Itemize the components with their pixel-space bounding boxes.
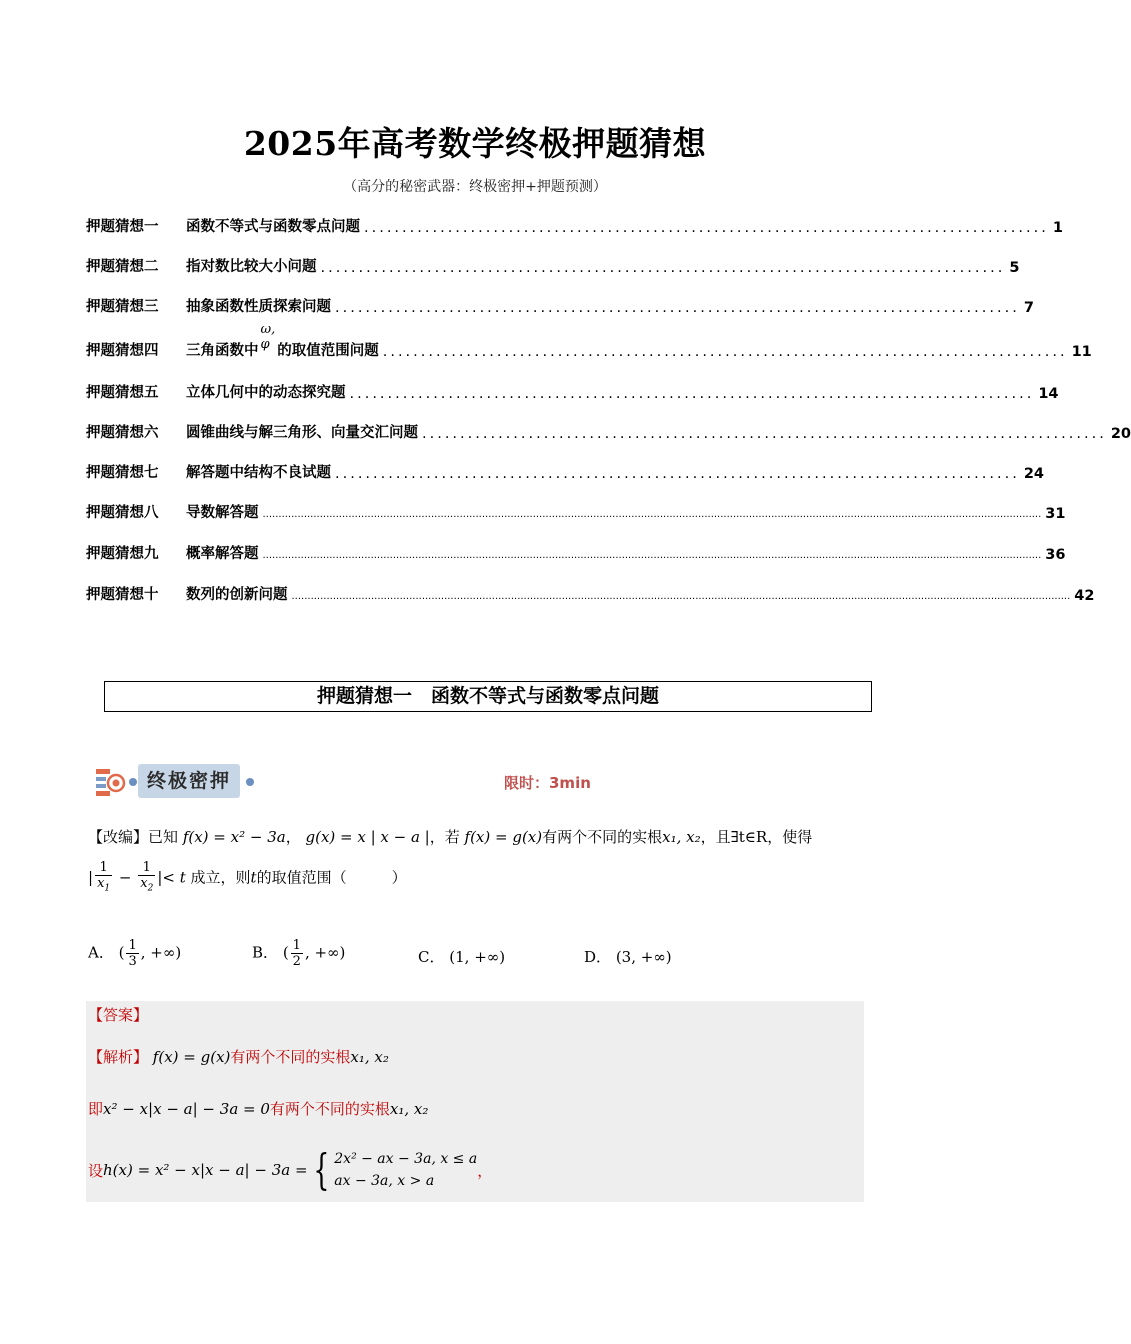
option-text: (3, +∞) — [615, 948, 672, 966]
toc-title: 导数解答题 — [186, 505, 259, 521]
toc-title: 圆锥曲线与解三角形、向量交汇问题 — [186, 425, 418, 441]
document-subtitle: （高分的秘密武器：终极密押+押题预测） — [343, 179, 607, 195]
toc-title: 指对数比较大小问题 — [186, 259, 317, 275]
question-line-2: | $\frac{1}{x_1}$ − $\frac{1}{x_2}$ |< t 成立，则t的取值范围（ ） — [88, 860, 407, 897]
toc-label: 押题猜想三 — [86, 299, 159, 315]
roots: x₁, x₂ — [350, 1048, 389, 1066]
toc-title: 立体几何中的动态探究题 — [186, 385, 346, 401]
question-text: 已知 — [148, 828, 179, 846]
banner-label: 终极密押 — [138, 764, 240, 798]
toc-entry[interactable] — [86, 294, 1034, 316]
analysis-line-3 — [88, 1145, 493, 1194]
toc-page: 36 — [1045, 547, 1066, 563]
option-text: , +∞) — [140, 943, 182, 962]
brace-symbol: { — [312, 1145, 329, 1194]
case-2: ax − 3a, x > a — [334, 1173, 435, 1189]
toc-title: 概率解答题 — [186, 546, 259, 562]
toc-entry[interactable] — [86, 582, 1095, 604]
document-title: 2025年高考数学终极押题猜想 — [243, 124, 707, 163]
equation: x² − x|x − a| − 3a = 0 — [103, 1100, 270, 1118]
toc-leader: .......................................................................................... — [335, 466, 1020, 482]
toc-title-suffix: 的取值范围问题 — [277, 343, 379, 359]
analysis-text: 有两个不同的实根 — [269, 1100, 390, 1118]
question-text: 的取值范围（ ） — [256, 868, 407, 887]
toc-leader: ..................................................................................................................................................................................................................................................... — [262, 509, 1042, 520]
toc-entry[interactable] — [86, 322, 1092, 360]
toc-label: 押题猜想六 — [86, 425, 159, 441]
toc-leader: .......................................................................................... — [382, 344, 1068, 360]
toc-label: 押题猜想十 — [86, 587, 159, 603]
case-1: 2x² − ax − 3a, x ≤ a — [334, 1151, 478, 1167]
toc-page: 5 — [1009, 260, 1020, 276]
toc-label: 押题猜想四 — [86, 343, 159, 359]
variable-t: t — [250, 868, 257, 887]
roots: x₁, x₂ — [389, 1100, 429, 1118]
option-key: B． — [252, 943, 279, 962]
toc-entry[interactable] — [86, 541, 1066, 563]
toc-title: 数列的创新问题 — [186, 587, 288, 603]
toc-page: 14 — [1038, 386, 1059, 402]
f-definition: f(x) = x² − 3a — [182, 828, 286, 846]
option-text: ( — [118, 943, 125, 962]
toc-label: 押题猜想九 — [86, 546, 159, 562]
toc-entry[interactable] — [86, 380, 1059, 402]
toc-leader: .......................................................................................... — [422, 426, 1107, 442]
option-key: A． — [88, 943, 114, 962]
piecewise-cases — [334, 1148, 477, 1192]
toc-title: 抽象函数性质探索问题 — [186, 299, 331, 315]
option-text: ( — [282, 943, 289, 962]
option-b[interactable] — [252, 938, 345, 969]
fraction: $\frac{1}{3}$ — [128, 938, 137, 969]
toc-leader: ..................................................................................................................................................................................................................................................... — [291, 591, 1071, 602]
toc-entry[interactable] — [86, 254, 1020, 276]
question-text: 有两个不同的实根 — [542, 828, 663, 846]
analysis-text: 即 — [88, 1100, 104, 1118]
option-d[interactable] — [584, 946, 672, 967]
toc-omega-phi-symbols: ω, φ — [260, 322, 276, 352]
question-tag: 【改编】 — [88, 828, 149, 846]
roots: x₁, x₂ — [662, 828, 701, 846]
analysis-line-1 — [88, 1046, 389, 1067]
toc-page: 24 — [1023, 466, 1045, 482]
equation: f(x) = g(x) — [152, 1048, 231, 1066]
toc-page: 31 — [1045, 506, 1066, 522]
target-icon — [94, 766, 126, 798]
question-text: ，且∃t∈R，使得 — [700, 828, 813, 846]
toc-page: 11 — [1071, 344, 1092, 360]
toc-title: 解答题中结构不良试题 — [186, 465, 331, 481]
fraction: $\frac{1}{x_1}$ — [97, 860, 111, 894]
banner-dot-icon — [246, 778, 254, 786]
toc-page: 20 — [1110, 426, 1131, 442]
toc-entry[interactable] — [86, 420, 1131, 442]
analysis-text: 有两个不同的实根 — [230, 1048, 351, 1066]
question-text: 成立，则 — [190, 868, 251, 887]
option-a[interactable] — [88, 938, 181, 969]
piecewise-definition: h(x) = x² − x|x − a| − 3a = — [103, 1161, 308, 1179]
toc-page: 42 — [1074, 588, 1095, 604]
analysis-tag: 【解析】 — [88, 1048, 149, 1066]
question-line-1: 【改编】已知 f(x) = x² − 3a， g(x) = x | x − a |，若 f(x) = g(x)有两个不同的实根x₁, x₂，且∃t∈R，使得 — [88, 828, 813, 846]
toc-leader: .......................................................................................... — [320, 260, 1006, 276]
final-prediction-banner — [94, 764, 264, 800]
option-text: (1, +∞) — [449, 948, 506, 966]
toc-title-prefix: 三角函数中 — [186, 343, 259, 359]
toc-label: 押题猜想七 — [86, 465, 159, 481]
analysis-text: 设 — [88, 1161, 104, 1180]
toc-label: 押题猜想八 — [86, 505, 159, 521]
equation: f(x) = g(x) — [464, 828, 543, 846]
answer-tag: 【答案】 — [88, 1006, 149, 1024]
toc-page: 1 — [1052, 220, 1063, 236]
option-key: D． — [584, 948, 612, 966]
toc-title: 函数不等式与函数零点问题 — [186, 219, 360, 235]
toc-label: 押题猜想一 — [86, 219, 159, 235]
g-definition: g(x) = x | x − a | — [305, 828, 430, 846]
section-heading: 押题猜想一 函数不等式与函数零点问题 — [104, 681, 872, 712]
banner-dot-icon — [129, 778, 137, 786]
toc-entry[interactable] — [86, 460, 1045, 482]
toc-leader: .......................................................................................... — [335, 300, 1020, 316]
option-text: , +∞) — [304, 943, 346, 962]
time-limit: 限时：3min — [504, 774, 591, 792]
analysis-text: ， — [477, 1161, 493, 1180]
toc-entry[interactable] — [86, 500, 1066, 522]
toc-label: 押题猜想二 — [86, 259, 159, 275]
option-c[interactable] — [418, 946, 505, 967]
toc-entry[interactable] — [86, 214, 1063, 236]
toc-leader: .......................................................................................... — [349, 386, 1035, 402]
fraction: $\frac{1}{x_2}$ — [140, 860, 154, 894]
option-key: C． — [418, 948, 445, 966]
toc-leader: .......................................................................................... — [364, 220, 1049, 236]
toc-leader: ..................................................................................................................................................................................................................................................... — [262, 550, 1042, 561]
fraction: $\frac{1}{2}$ — [292, 938, 301, 969]
question-text: ，若 — [429, 828, 460, 846]
toc-label: 押题猜想五 — [86, 385, 159, 401]
analysis-line-2 — [88, 1098, 428, 1119]
toc-page: 7 — [1023, 300, 1034, 316]
